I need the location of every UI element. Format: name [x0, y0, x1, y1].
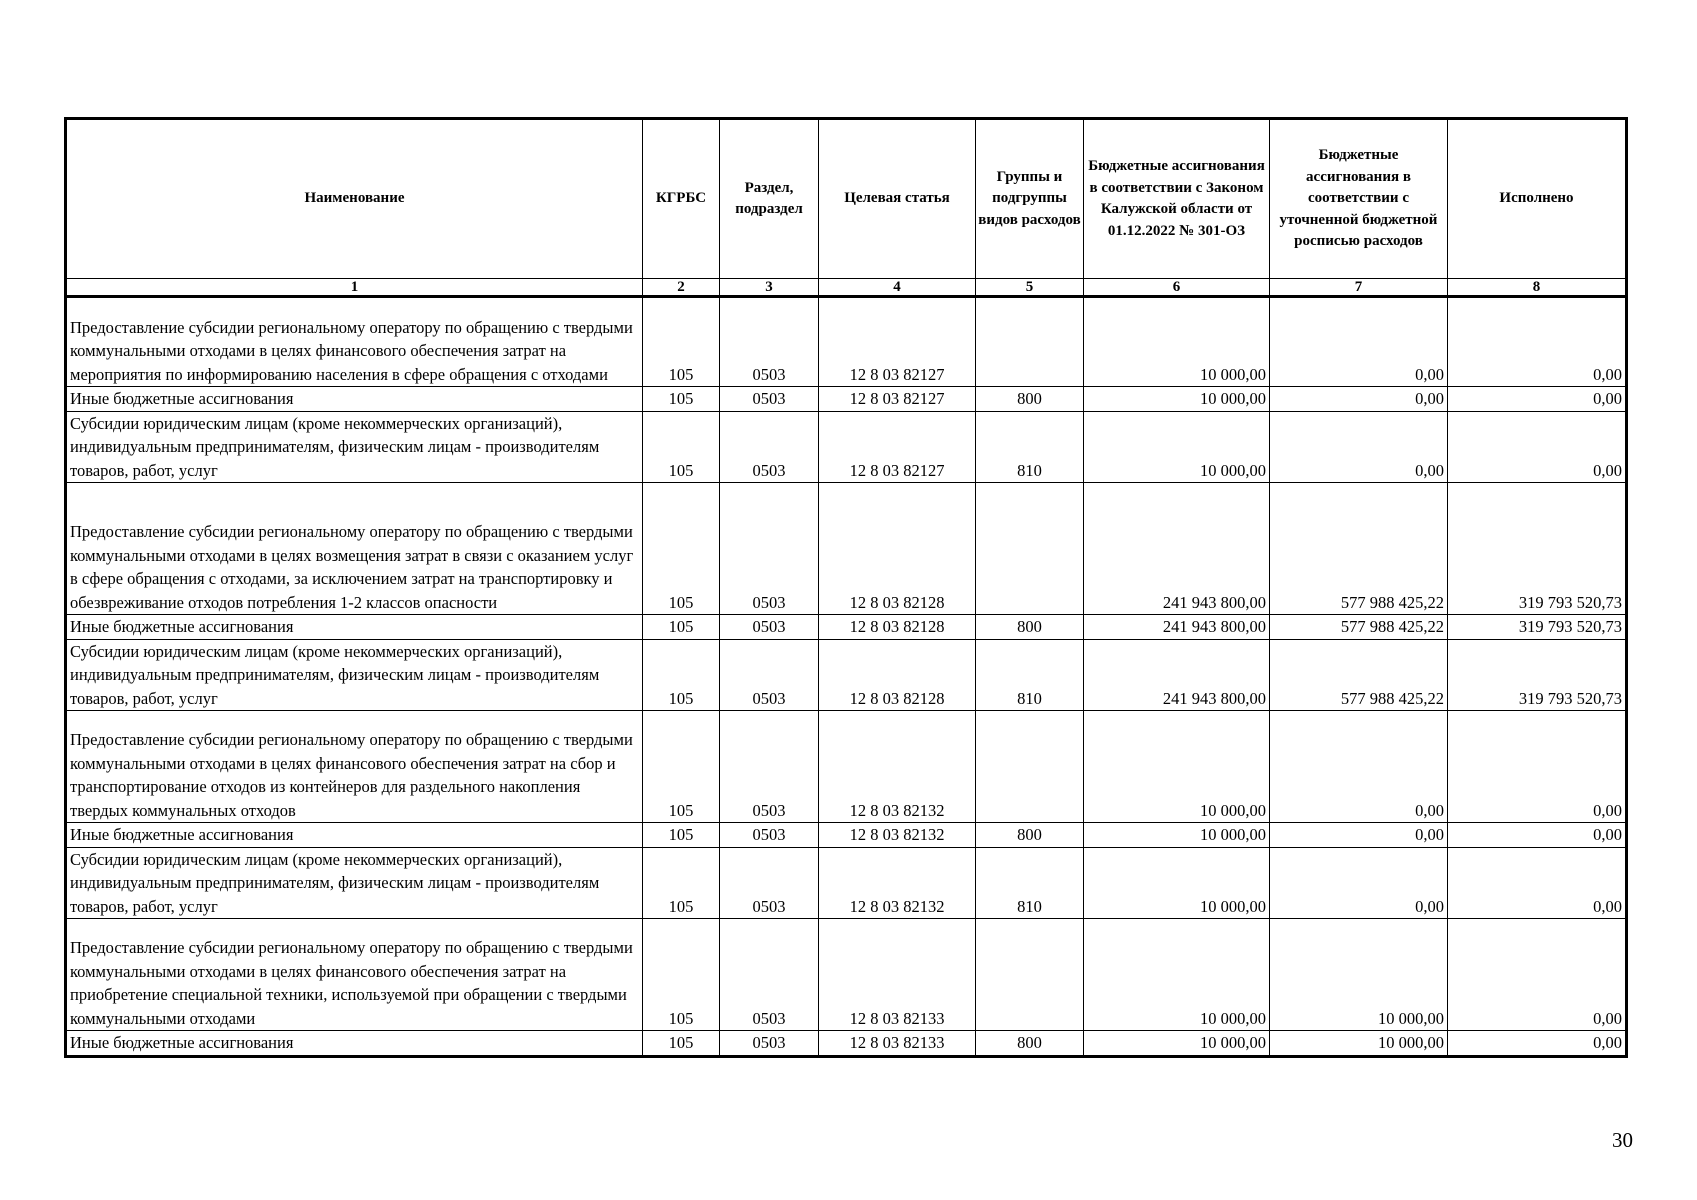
row-refined-amount: 0,00: [1270, 823, 1448, 848]
table-row: [66, 823, 1627, 848]
row-section: 0503: [720, 411, 819, 483]
column-number-row: [66, 279, 1627, 297]
column-number: 2: [643, 279, 720, 297]
row-target: 12 8 03 82128: [819, 483, 976, 615]
header-section: Раздел, подраздел: [720, 119, 819, 279]
row-executed-amount: 0,00: [1448, 1031, 1627, 1057]
row-law-amount: 10 000,00: [1084, 847, 1270, 919]
row-law-amount: 10 000,00: [1084, 711, 1270, 823]
row-law-amount: 10 000,00: [1084, 823, 1270, 848]
row-section: 0503: [720, 639, 819, 711]
table-row: [66, 1031, 1627, 1057]
row-name: Предоставление субсидии региональному оператору по обращению с твердыми коммунальными отходами в целях возмещения затрат в связи с оказанием услуг в сфере обращения с отходами, за исключением затрат на транспортировку и обезвреживание отходов потребления 1-2 классов опасности: [66, 483, 643, 615]
row-target: 12 8 03 82127: [819, 411, 976, 483]
header-executed: Исполнено: [1448, 119, 1627, 279]
row-group: 810: [976, 847, 1084, 919]
header-target: Целевая статья: [819, 119, 976, 279]
column-number: 5: [976, 279, 1084, 297]
row-kgrbs: 105: [643, 847, 720, 919]
row-law-amount: 10 000,00: [1084, 919, 1270, 1031]
table-row: [66, 639, 1627, 711]
row-kgrbs: 105: [643, 297, 720, 387]
row-name: Предоставление субсидии региональному оператору по обращению с твердыми коммунальными отходами в целях финансового обеспечения затрат на приобретение специальной техники, используемой при обращении с твердыми коммунальными отходами: [66, 919, 643, 1031]
row-target: 12 8 03 82127: [819, 297, 976, 387]
row-kgrbs: 105: [643, 823, 720, 848]
row-name: Иные бюджетные ассигнования: [66, 615, 643, 640]
row-law-amount: 10 000,00: [1084, 297, 1270, 387]
row-group: 800: [976, 823, 1084, 848]
row-group: [976, 711, 1084, 823]
table-row: [66, 615, 1627, 640]
row-executed-amount: 319 793 520,73: [1448, 483, 1627, 615]
row-target: 12 8 03 82132: [819, 711, 976, 823]
row-target: 12 8 03 82133: [819, 919, 976, 1031]
header-refined-allocations: Бюджетные ассигнования в соответствии с уточненной бюджетной росписью расходов: [1270, 119, 1448, 279]
column-number: 4: [819, 279, 976, 297]
row-target: 12 8 03 82132: [819, 847, 976, 919]
row-executed-amount: 319 793 520,73: [1448, 639, 1627, 711]
table-row: [66, 919, 1627, 1031]
row-kgrbs: 105: [643, 639, 720, 711]
budget-table: [64, 117, 1628, 1058]
row-name: Иные бюджетные ассигнования: [66, 823, 643, 848]
row-group: [976, 483, 1084, 615]
header-groups: Группы и подгруппы видов расходов: [976, 119, 1084, 279]
column-number: 8: [1448, 279, 1627, 297]
row-name: Иные бюджетные ассигнования: [66, 1031, 643, 1057]
row-target: 12 8 03 82132: [819, 823, 976, 848]
column-number: 3: [720, 279, 819, 297]
row-law-amount: 241 943 800,00: [1084, 615, 1270, 640]
row-executed-amount: 319 793 520,73: [1448, 615, 1627, 640]
row-name: Предоставление субсидии региональному оператору по обращению с твердыми коммунальными отходами в целях финансового обеспечения затрат на мероприятия по информированию населения в сфере обращения с отходами: [66, 297, 643, 387]
row-kgrbs: 105: [643, 411, 720, 483]
row-kgrbs: 105: [643, 711, 720, 823]
row-law-amount: 10 000,00: [1084, 387, 1270, 412]
row-executed-amount: 0,00: [1448, 711, 1627, 823]
row-group: 810: [976, 639, 1084, 711]
row-law-amount: 241 943 800,00: [1084, 639, 1270, 711]
header-row: [66, 119, 1627, 279]
row-section: 0503: [720, 823, 819, 848]
row-target: 12 8 03 82128: [819, 639, 976, 711]
row-group: 810: [976, 411, 1084, 483]
header-kgrbs: КГРБС: [643, 119, 720, 279]
table-row: [66, 387, 1627, 412]
row-refined-amount: 577 988 425,22: [1270, 639, 1448, 711]
row-section: 0503: [720, 297, 819, 387]
row-law-amount: 10 000,00: [1084, 411, 1270, 483]
row-executed-amount: 0,00: [1448, 823, 1627, 848]
row-kgrbs: 105: [643, 1031, 720, 1057]
row-executed-amount: 0,00: [1448, 411, 1627, 483]
row-refined-amount: 577 988 425,22: [1270, 483, 1448, 615]
row-name: Иные бюджетные ассигнования: [66, 387, 643, 412]
row-group: 800: [976, 387, 1084, 412]
row-name: Субсидии юридическим лицам (кроме некоммерческих организаций), индивидуальным предпринимателям, физическим лицам - производителям товаров, работ, услуг: [66, 639, 643, 711]
row-refined-amount: 0,00: [1270, 847, 1448, 919]
row-executed-amount: 0,00: [1448, 387, 1627, 412]
row-target: 12 8 03 82128: [819, 615, 976, 640]
column-number: 1: [66, 279, 643, 297]
row-target: 12 8 03 82127: [819, 387, 976, 412]
row-refined-amount: 0,00: [1270, 387, 1448, 412]
row-section: 0503: [720, 387, 819, 412]
table-row: [66, 297, 1627, 387]
row-section: 0503: [720, 615, 819, 640]
row-section: 0503: [720, 711, 819, 823]
page-number: 30: [1612, 1128, 1633, 1152]
row-group: 800: [976, 1031, 1084, 1057]
row-kgrbs: 105: [643, 919, 720, 1031]
table-row: [66, 411, 1627, 483]
row-refined-amount: 577 988 425,22: [1270, 615, 1448, 640]
row-name: Субсидии юридическим лицам (кроме некоммерческих организаций), индивидуальным предпринимателям, физическим лицам - производителям товаров, работ, услуг: [66, 847, 643, 919]
row-name: Субсидии юридическим лицам (кроме некоммерческих организаций), индивидуальным предпринимателям, физическим лицам - производителям товаров, работ, услуг: [66, 411, 643, 483]
row-law-amount: 241 943 800,00: [1084, 483, 1270, 615]
row-refined-amount: 0,00: [1270, 297, 1448, 387]
row-group: [976, 297, 1084, 387]
row-executed-amount: 0,00: [1448, 919, 1627, 1031]
table-row: [66, 711, 1627, 823]
row-section: 0503: [720, 919, 819, 1031]
table-row: [66, 483, 1627, 615]
row-executed-amount: 0,00: [1448, 297, 1627, 387]
row-kgrbs: 105: [643, 387, 720, 412]
row-section: 0503: [720, 847, 819, 919]
header-law-allocations: Бюджетные ассигнования в соответствии с Законом Калужской области от 01.12.2022 № 301-ОЗ: [1084, 119, 1270, 279]
row-kgrbs: 105: [643, 483, 720, 615]
row-group: 800: [976, 615, 1084, 640]
row-target: 12 8 03 82133: [819, 1031, 976, 1057]
table-row: [66, 847, 1627, 919]
row-section: 0503: [720, 1031, 819, 1057]
row-refined-amount: 0,00: [1270, 711, 1448, 823]
row-section: 0503: [720, 483, 819, 615]
row-refined-amount: 0,00: [1270, 411, 1448, 483]
row-refined-amount: 10 000,00: [1270, 919, 1448, 1031]
row-group: [976, 919, 1084, 1031]
column-number: 6: [1084, 279, 1270, 297]
row-law-amount: 10 000,00: [1084, 1031, 1270, 1057]
row-executed-amount: 0,00: [1448, 847, 1627, 919]
header-name: Наименование: [66, 119, 643, 279]
row-kgrbs: 105: [643, 615, 720, 640]
row-refined-amount: 10 000,00: [1270, 1031, 1448, 1057]
row-name: Предоставление субсидии региональному оператору по обращению с твердыми коммунальными отходами в целях финансового обеспечения затрат на сбор и транспортирование отходов из контейнеров для раздельного накопления твердых коммунальных отходов: [66, 711, 643, 823]
column-number: 7: [1270, 279, 1448, 297]
